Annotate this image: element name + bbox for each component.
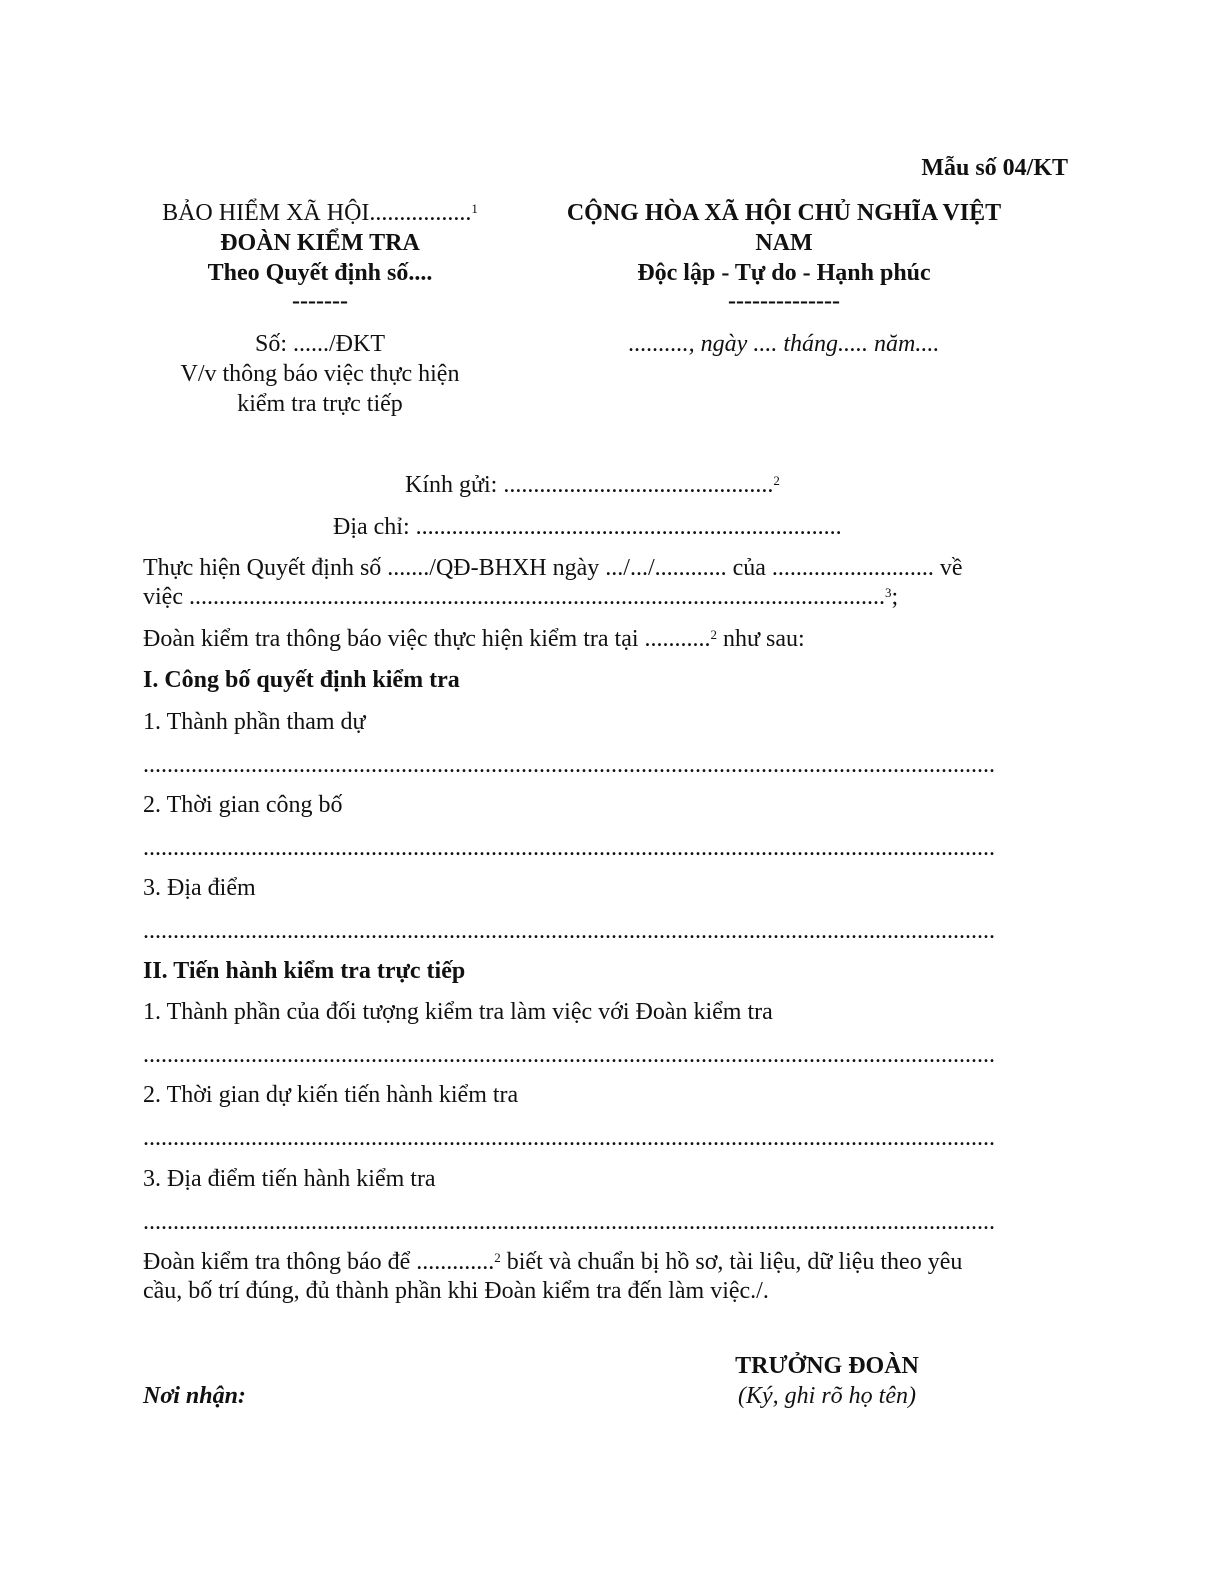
subject-line-1: V/v thông báo việc thực hiện — [180, 361, 460, 387]
section-2-item-1: 1. Thành phần của đối tượng kiểm tra làm việc với Đoàn kiểm tra — [143, 999, 773, 1025]
left-divider: ------- — [292, 288, 348, 314]
date-line: .........., ngày .... tháng..... năm.... — [628, 331, 940, 357]
section-1-item-2: 2. Thời gian công bố — [143, 792, 343, 818]
footnote-ref: 2 — [494, 1250, 501, 1265]
signature-title: TRƯỞNG ĐOÀN — [735, 1353, 919, 1379]
section-2-title: II. Tiến hành kiểm tra trực tiếp — [143, 958, 466, 984]
closing-text-b: biết và chuẩn bị hồ sơ, tài liệu, dữ liệu theo yêu — [500, 1249, 963, 1275]
section-2-item-3: 3. Địa điểm tiến hành kiểm tra — [143, 1166, 436, 1192]
recipients-label: Nơi nhận: — [143, 1383, 246, 1409]
closing-line-2: cầu, bố trí đúng, đủ thành phần khi Đoàn kiểm tra đến làm việc./. — [143, 1278, 769, 1304]
address-line: Địa chỉ: ....................................................................... — [333, 514, 842, 540]
section-1-title: I. Công bố quyết định kiểm tra — [143, 667, 460, 693]
agency-name — [100, 198, 540, 228]
intro-text: việc .................................................................................................................... — [143, 584, 885, 610]
country-name-line-2: NAM — [755, 230, 813, 256]
footnote-ref: 2 — [710, 627, 718, 642]
intro-line-2 — [143, 582, 1043, 612]
country-name-line-1: CỘNG HÒA XÃ HỘI CHỦ NGHĨA VIỆT — [566, 200, 1002, 226]
intro-line-1: Thực hiện Quyết định số ......./QĐ-BHXH ngày .../.../............ của ........................... về — [143, 555, 963, 581]
fill-in-line: .............................................................................................................................................. — [143, 835, 995, 861]
section-1-item-1: 1. Thành phần tham dự — [143, 709, 366, 735]
agency-prefix: BẢO HIỂM XÃ HỘI................. — [162, 200, 472, 226]
subject-line-2: kiểm tra trực tiếp — [237, 391, 403, 417]
notice-line — [143, 624, 1043, 654]
fill-in-line: .............................................................................................................................................. — [143, 1209, 995, 1235]
fill-in-line: .............................................................................................................................................. — [143, 918, 995, 944]
notice-text-a: Đoàn kiểm tra thông báo việc thực hiện kiểm tra tại ........... — [143, 626, 711, 652]
right-divider: -------------- — [728, 288, 840, 314]
decision-ref: Theo Quyết định số.... — [207, 260, 433, 286]
closing-text-a: Đoàn kiểm tra thông báo để ............. — [143, 1249, 495, 1275]
national-motto: Độc lập - Tự do - Hạnh phúc — [637, 260, 931, 286]
footnote-ref: 2 — [773, 473, 780, 488]
section-1-item-3: 3. Địa điểm — [143, 875, 256, 901]
team-name: ĐOÀN KIỂM TRA — [220, 230, 420, 256]
signature-note: (Ký, ghi rõ họ tên) — [738, 1383, 916, 1409]
section-2-item-2: 2. Thời gian dự kiến tiến hành kiểm tra — [143, 1082, 519, 1108]
form-code: Mẫu số 04/KT — [921, 155, 1068, 181]
closing-line-1 — [143, 1247, 1043, 1277]
fill-in-line: .............................................................................................................................................. — [143, 752, 995, 778]
fill-in-line: .............................................................................................................................................. — [143, 1125, 995, 1151]
fill-in-line: .............................................................................................................................................. — [143, 1042, 995, 1068]
footnote-ref: 3 — [884, 585, 892, 600]
document-number: Số: ....../ĐKT — [254, 331, 385, 357]
recipient-line — [405, 470, 780, 500]
notice-text-b: như sau: — [717, 626, 805, 652]
intro-end: ; — [891, 584, 899, 610]
recipient-text: Kính gửi: ............................................. — [405, 472, 774, 498]
footnote-ref: 1 — [471, 201, 478, 216]
